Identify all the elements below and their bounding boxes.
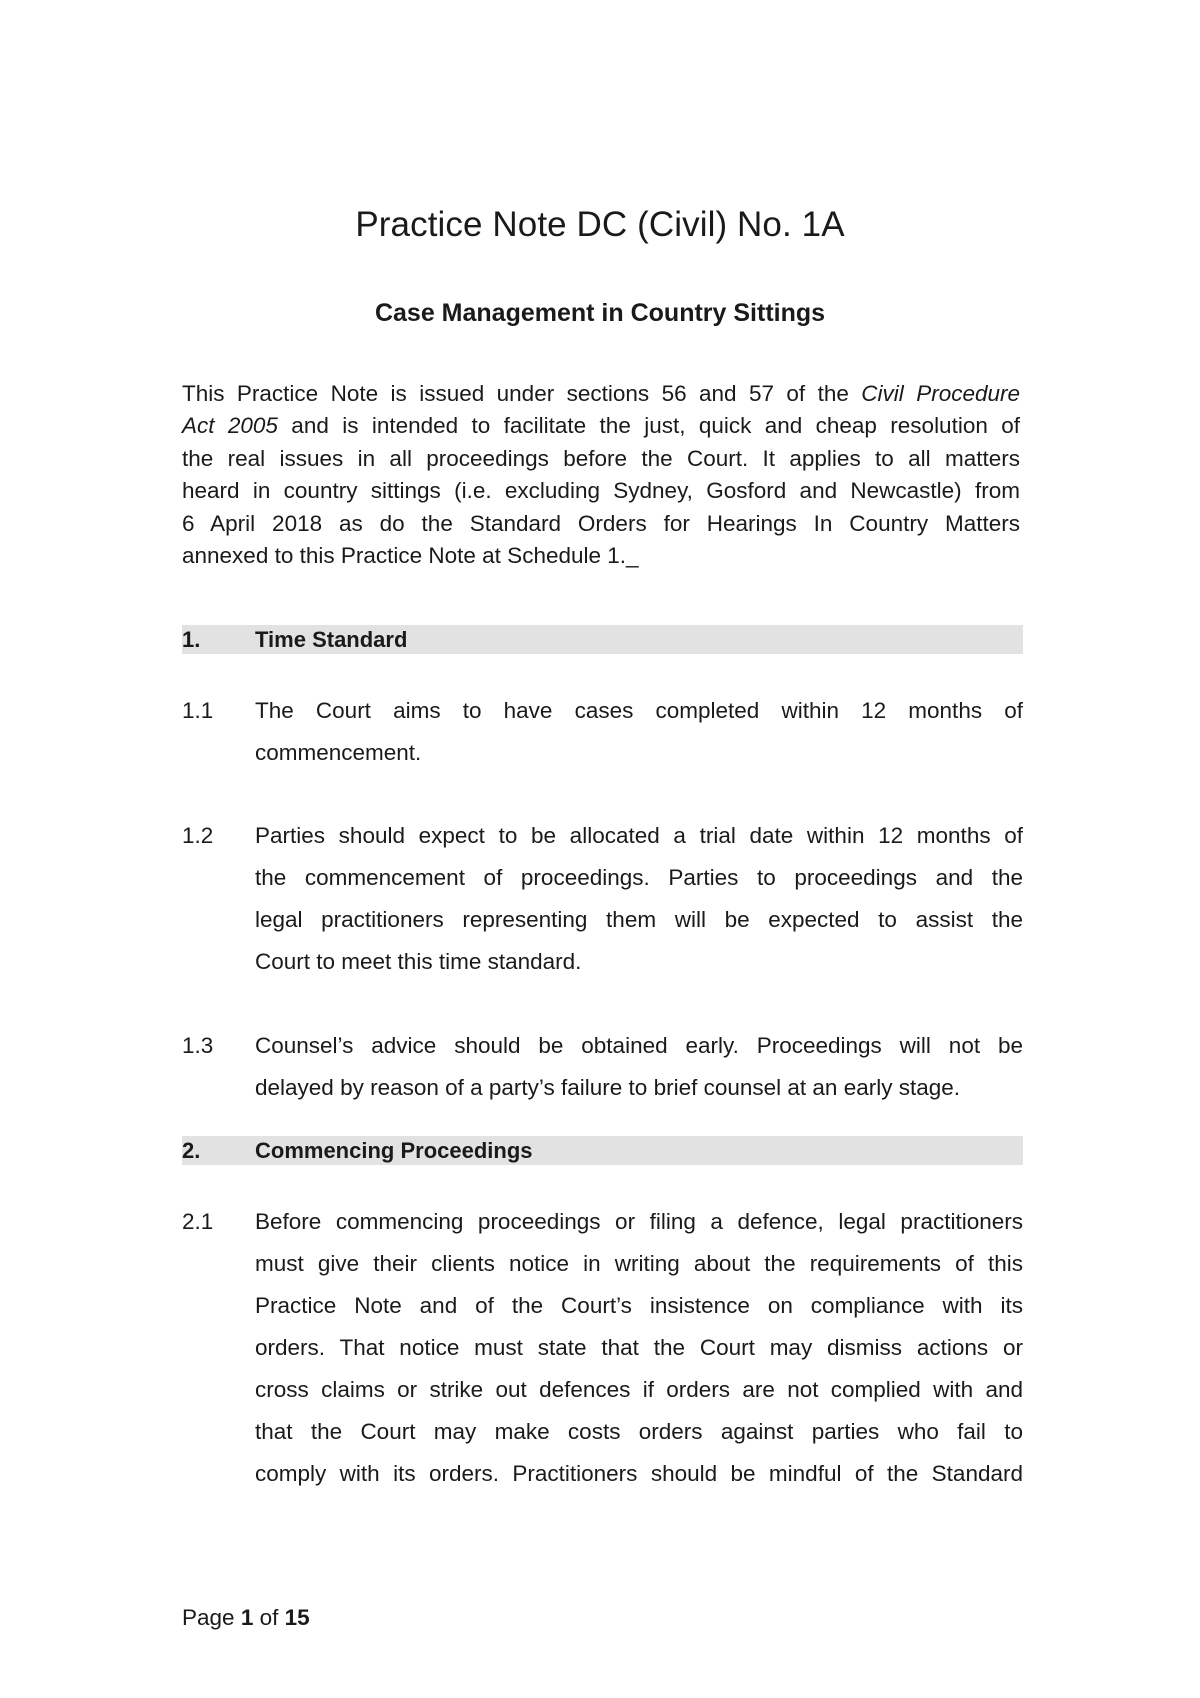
intro-line: 6 April 2018 as do the Standard Orders for Hearings In Country Matters <box>182 510 1020 536</box>
paragraph-line: orders. That notice must state that the Court may dismiss actions or <box>255 1335 1023 1360</box>
paragraph-line: Court to meet this time standard. <box>255 949 582 974</box>
paragraph-1-1 <box>182 690 1023 774</box>
paragraph-line: the commencement of proceedings. Parties to proceedings and the <box>255 865 1023 890</box>
paragraph-line: The Court aims to have cases completed within 12 months of <box>255 698 1023 723</box>
intro-text: This Practice Note is issued under sections 56 and 57 of the <box>182 381 862 406</box>
section-number: 2. <box>182 1138 201 1163</box>
paragraph-line: Counsel’s advice should be obtained early. Proceedings will not be <box>255 1033 1023 1058</box>
intro-line: the real issues in all proceedings before the Court. It applies to all matters <box>182 445 1020 471</box>
intro-line: heard in country sittings (i.e. excluding Sydney, Gosford and Newcastle) from <box>182 478 1020 504</box>
paragraph-number: 1.1 <box>182 698 214 723</box>
paragraph-line: Parties should expect to be allocated a trial date within 12 months of <box>255 823 1023 848</box>
intro-text: and is intended to facilitate the just, quick and cheap resolution of <box>277 413 1020 439</box>
section-number: 1. <box>182 627 201 652</box>
section-title: Time Standard <box>255 627 408 652</box>
paragraph-2-1 <box>182 1201 1023 1495</box>
page-subtitle: Case Management in Country Sittings <box>374 299 826 327</box>
act-title-italic: Civil Procedure <box>861 381 1020 406</box>
paragraph-line: cross claims or strike out defences if orders are not complied with and <box>255 1377 1023 1402</box>
paragraph-1-2 <box>182 815 1023 983</box>
paragraph-line: Practice Note and of the Court’s insistence on compliance with its <box>255 1293 1023 1318</box>
paragraph-line: delayed by reason of a party’s failure to brief counsel at an early stage. <box>255 1075 961 1100</box>
section-heading-commencing-proceedings <box>182 1136 1023 1165</box>
paragraph-number: 2.1 <box>182 1209 214 1234</box>
intro-paragraph <box>182 378 1020 572</box>
paragraph-number: 1.2 <box>182 823 214 848</box>
intro-line <box>182 378 1020 410</box>
intro-line: annexed to this Practice Note at Schedule 1._ <box>182 543 639 569</box>
page-footer <box>182 1605 310 1631</box>
paragraph-1-3 <box>182 1025 1023 1109</box>
page-total: 15 <box>284 1605 310 1630</box>
paragraph-line: that the Court may make costs orders against parties who fail to <box>255 1419 1023 1444</box>
paragraph-line: must give their clients notice in writing about the requirements of this <box>255 1251 1023 1276</box>
paragraph-line: legal practitioners representing them will be expected to assist the <box>255 907 1023 932</box>
section-heading-time-standard <box>182 625 1023 654</box>
page-label: Page <box>182 1605 241 1630</box>
act-title-italic: Act 2005 <box>182 413 278 439</box>
section-title: Commencing Proceedings <box>255 1138 533 1163</box>
page-title: Practice Note DC (Civil) No. 1A <box>355 205 845 244</box>
paragraph-line: commencement. <box>255 740 422 765</box>
paragraph-line: comply with its orders. Practitioners should be mindful of the Standard <box>255 1461 1023 1486</box>
paragraph-number: 1.3 <box>182 1033 214 1058</box>
intro-line <box>182 410 1020 442</box>
page-number: 1 <box>240 1605 254 1630</box>
paragraph-line: Before commencing proceedings or filing a defence, legal practitioners <box>255 1209 1023 1234</box>
of-label: of <box>253 1605 285 1630</box>
